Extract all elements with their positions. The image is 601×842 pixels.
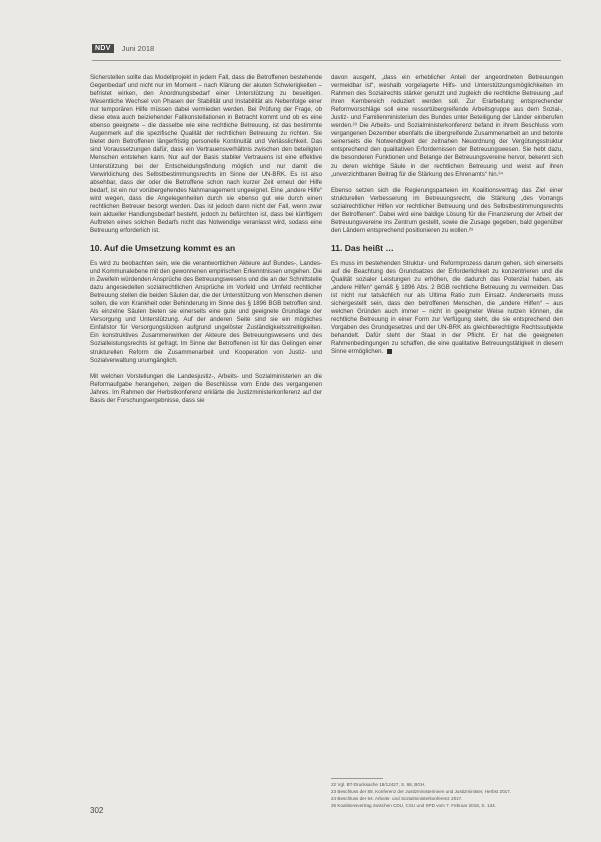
- final-paragraph-text: Es muss im bestehenden Struktur- und Reformprozess darum gehen, sich einerseits auf die Beachtung des Grundsatzes der Erforderlichkeit zu konzentrieren und die Qualität sozialer Leistungen zu erhöhen, die dadurch das Potenzial haben, als „andere Hilfen“ gemäß § 1896 Abs. 2 BGB rechtliche Betreuung zu vermeiden. Das ist nicht nur tatsächlich nur als Ultima Ratio zum Einsatz. Andererseits muss sichergestellt sein, dass den betroffenen Menschen, die „andere Hilfen“ – aus welchen Gründen auch immer – nicht in geeigneter Weise nutzen können, die rechtliche Betreuung in einer Form zur Verfügung steht, die sie entsprechend den Vorgaben des Grundgesetzes und der UN-BRK als gleichberechtigte Rechtssubjekte behandelt. Dafür steht der Staat in der Pflicht. Er hat die geeigneten Rahmenbedingungen zu schaffen, die eine qualitative Betreuungstätigkeit in diesem Sinne ermöglichen.: [331, 259, 563, 356]
- body-paragraph: Mit welchen Vorstellungen die Landesjustiz-, Arbeits- und Sozialministerien an die Reformaufgabe herangehen, zeigen die Beschlüsse vom Ende des vergangenen Jahres. Im Rahmen der Herbstkonferenz erklärte die Justizministerkonferenz auf der Basis der Forschungsergebnisse, dass sie: [90, 372, 322, 404]
- footnote: 24 Beschluss der 94. Arbeits- und Sozialministerkonferenz 2017.: [331, 796, 463, 801]
- left-column: [90, 74, 322, 413]
- section-heading-11: 11. Das heißt …: [331, 242, 394, 253]
- body-paragraph-final: [331, 260, 563, 357]
- body-paragraph: Sicherstellen sollte das Modellprojekt in jedem Fall, dass die Betroffenen bestehende Gegenbedarf und nicht nur im Moment – nach Klärung der akuten Schwierigkeiten – befristet wirken, den Anordnungsbedarf einer Unterstützung zu beseitigen. Wesentliche Wechsel von Phasen der Stabilität und Instabilität als Nebenfolge einer nur temporären Hilfe müssen dabei vermieden werden. Bei Prüfung der Frage, ob diese etwa auch beiziehender Fallkonstellationen in Betracht kommt und ob es eine ebenso geeignete – die dasselbe wie eine rechtliche Betreuung, ist das bestimmte Augenmerk auf die spezifische Qualität der rechtlichen Betreuung zu richten. Sie bietet dem Betroffenen längerfristig personelle Kontinuität und Verlässlichkeit. Das sind Voraussetzungen dafür, dass ein Vertrauensverhältnis zwischen den beteiligten Menschen entstehen kann. Nur auf der Basis stabiler Vertrauens ist eine effektive Unterstützung bei der Entscheidungsfindung möglich und nur damit die Verwirklichung des Selbstbestimmungsrechts im Sinne der UN-BRK. Es ist also absehbar, dass der oder die Betroffene schon nach kurzer Zeit erneut der Hilfe bedarf, ist ein nur vorübergehendes Nahmanagement ungeeignet. Eine „andere Hilfe“ wird wegen, dass die Angelegenheiten durch sie ebenso gut wie durch einen rechtlichen Betreuer besorgt werden. Das ist jedoch dann nicht der Fall, wenn zwar kein aktueller Handlungsbedarf besteht, jedoch zu befürchten ist, dass bei künftigem Auftreten eines solchen Bedarfs nicht das Notwendige veranlasst wird, sodass eine Betreuung erforderlich ist.: [90, 74, 322, 234]
- footnote-rule: [331, 778, 383, 779]
- right-column: [331, 74, 563, 365]
- end-of-article-mark: [387, 349, 392, 354]
- footnote: 22 Vgl. BT-Drucksache 18/12427, S. 68, BGH.: [331, 782, 426, 787]
- footnote: 25 Koalitionsvertrag zwischen CDU, CSU und SPD vom 7. Februar 2018, S. 134.: [331, 803, 496, 808]
- journal-badge: NDV: [92, 44, 114, 53]
- section-heading-10: 10. Auf die Umsetzung kommt es an: [90, 242, 236, 253]
- header-rule: [92, 60, 561, 61]
- body-paragraph: Es wird zu beobachten sein, wie die verantwortlichen Akteure auf Bundes-, Landes- und Kommunalebene mit den gewonnenen empirischen Erkenntnissen umgehen. Die in Zweifeln würdenden Ansprüche des Betreuungswesens und die an der Schnittstelle dazu angesiedelten sozialrechtlichen Ansprüche im Vorfeld und Umfeld rechtlicher Betreuung stellen die beiden Säulen dar, die der Unterstützung von Menschen dienen sollen, die von Krankheit oder Behinderung im Sinne des § 1896 BGB betroffen sind. Als einzelne Säulen bieten sie einerseits eine gute und geeignete Grundlage der Versorgung und Unterstützung. Auf der anderen Seite sind sie ein mögliches Einfallstor für Versorgungslücken aufgrund ungelöster Zuständigkeitsstreitigkeiten. Ein konstruktives Zusammenwirken der Akteure des Betreuungswesens und des Sozialleistungsrechts ist gefragt. Im Sinne der Betroffenen ist für das Gelingen einer strukturellen Reform die Zusammenarbeit und Kooperation von Justiz- und Sozialverwaltung unumgänglich.: [90, 259, 322, 364]
- running-header: [92, 44, 154, 53]
- body-paragraph: davon ausgeht, „dass ein erheblicher Anteil der angeordneten Betreuungen vermeidbar ist“, weshalb vorgelagerte Hilfs- und Unterstützungsmöglichkeiten im Rahmen des Sozialrechts stärker genutzt und zugleich die rechtliche Betreuung „auf ihren Kernbereich reduziert werden soll. Zur Erarbeitung entsprechender Reformvorschläge soll eine ressortübergreifende Arbeitsgruppe aus dem Sozial-, Justiz- und Familienministerium des Bundes unter Beteiligung der Länder einberufen werden.²³ Die Arbeits- und Sozialministerkonferenz befand in ihrem Beschluss vom vergangenen Dezember ebenfalls die übergreifende Zusammenarbeit an und betonte seinerseits die Notwendigkeit der zeitnahen Neuordnung der Vergütungsstruktur entsprechend den qualitativen Erfordernissen der Betreuungswesen. Sie hebt dazu, die besonderen Funktionen und Belange der Betreuungsvereine hervor, bekennt sich zu deren wichtige Säule in der rechtlichen Betreuung und weist auf ihren „unverzichtbaren Beitrag für die Stärkung des Ehrenamts“ hin.²⁴: [331, 74, 563, 178]
- body-paragraph: Ebenso setzen sich die Regierungsparteien im Koalitionsvertrag das Ziel einer strukturellen Verbesserung im Betreuungsrecht, die Stärkung „des Vorrangs sozialrechtlicher Hilfen vor rechtlicher Betreuung und des Selbstbestimmungsrechts der Betroffenen“. Dabei wird eine baldige Lösung für die Finanzierung der Arbeit der Betreuungsvereine ins Zentrum gestellt, sowie die Zusage gegeben, bald gegenüber den Ländern entsprechend positionieren zu wollen.²⁵: [331, 186, 563, 234]
- page-number: 302: [90, 806, 104, 815]
- footnote: 23 Beschluss der 88. Konferenz der Justizministerinnen und Justizminister, Herbst 2017.: [331, 789, 512, 794]
- footnotes: [331, 778, 563, 810]
- issue-date: Juni 2018: [121, 44, 155, 53]
